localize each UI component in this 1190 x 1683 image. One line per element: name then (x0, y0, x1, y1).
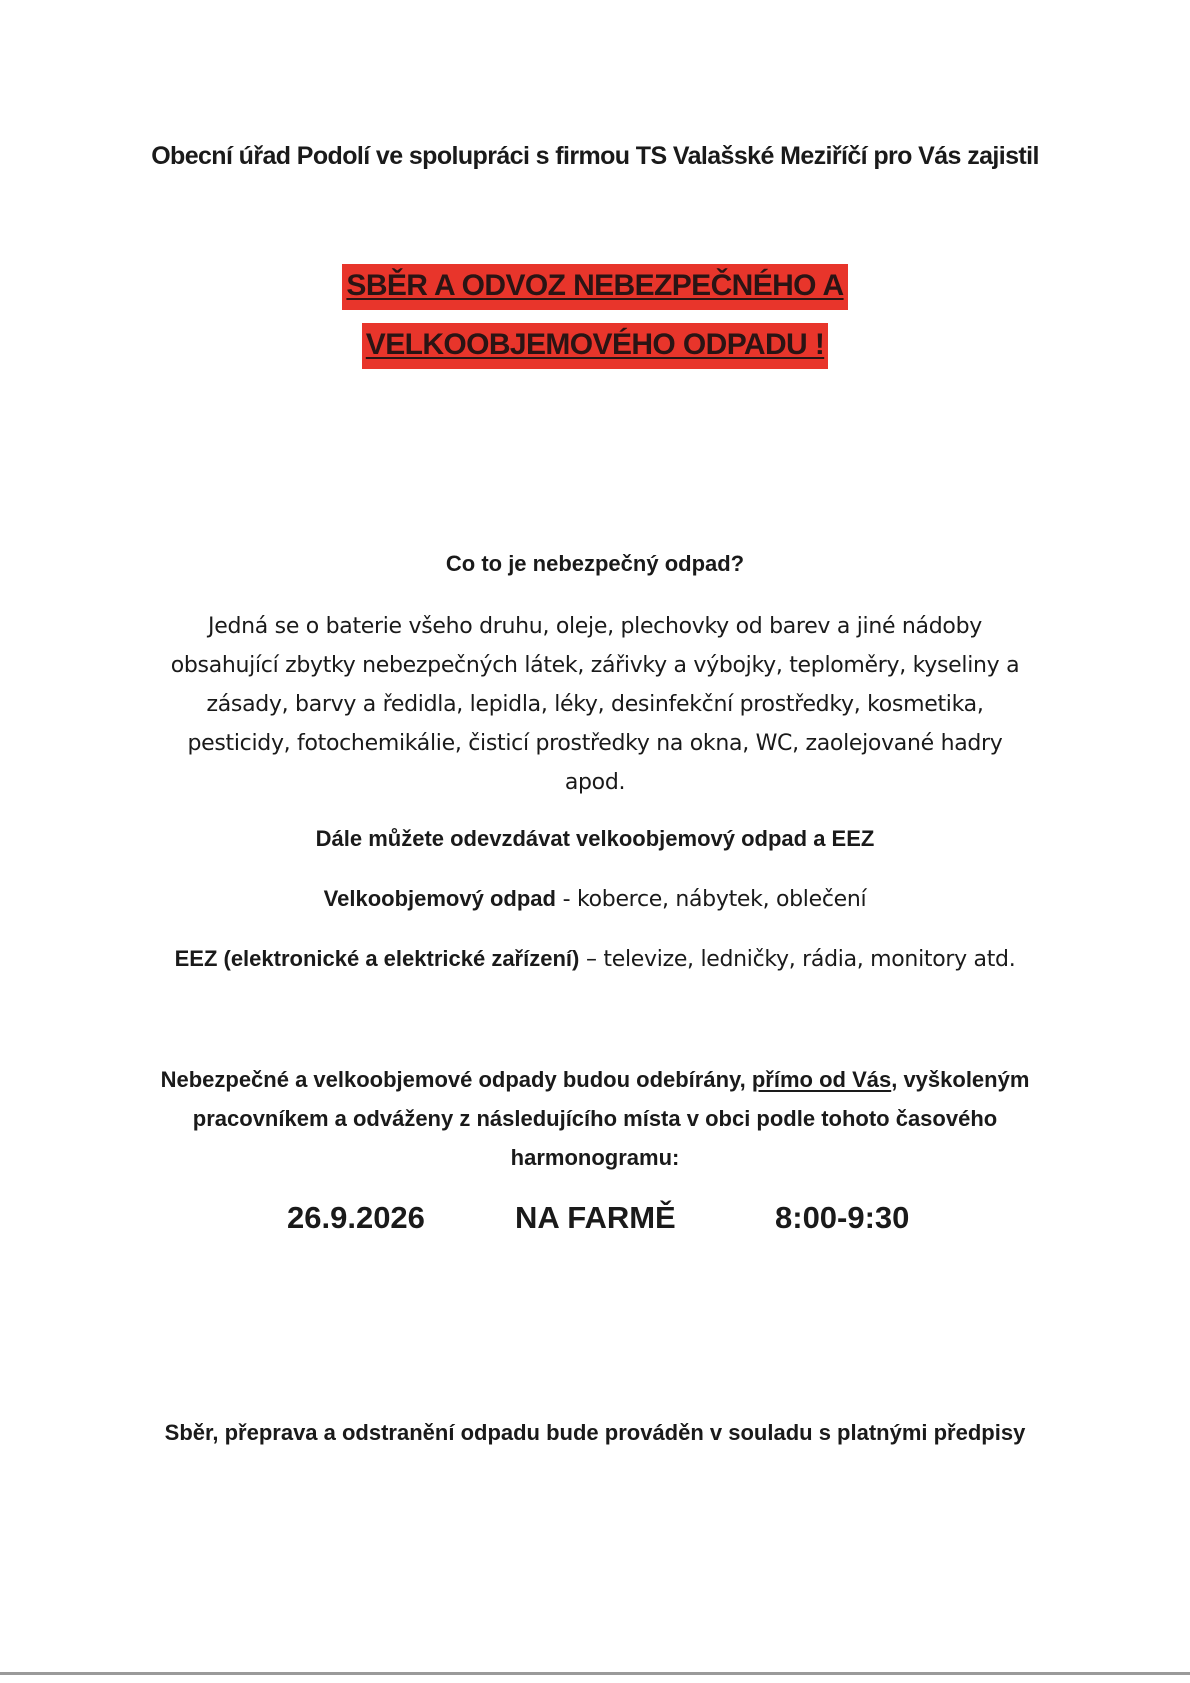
collection-info (160, 1060, 1030, 1177)
collection-underlined: přímo od Vás (751, 1067, 892, 1092)
also-accepted-text: Dále můžete odevzdávat velkoobjemový odpad a EEZ (315, 826, 875, 851)
bulky-waste-label: Velkoobjemový odpad (323, 886, 556, 911)
scan-bottom-edge (0, 1672, 1190, 1675)
schedule-time: 8:00-9:30 (775, 1200, 910, 1235)
bulky-waste-line (0, 886, 1190, 912)
bulky-waste-items: - koberce, nábytek, oblečení (555, 887, 867, 912)
footer-text: Sběr, přeprava a odstranění odpadu bude prováděn v souladu s platnými předpisy (164, 1420, 1026, 1445)
eez-line (0, 946, 1190, 972)
collection-text-after: , vyškoleným pracovníkem a odváženy z následujícího místa v obci podle tohoto časového harmonogramu: (192, 1067, 1030, 1170)
intro-text: Obecní úřad Podolí ve spolupráci s firmou TS Valašské Meziříčí pro Vás zajistil (151, 142, 1039, 170)
collection-text-before: Nebezpečné a velkoobjemové odpady budou odebírány, (160, 1067, 752, 1092)
eez-label: EEZ (elektronické a elektrické zařízení) (174, 946, 580, 971)
headline-highlight-1: SBĚR A ODVOZ NEBEZPEČNÉHO A (342, 264, 847, 310)
eez-items: – televize, ledničky, rádia, monitory atd. (579, 947, 1016, 972)
schedule-place: NA FARMĚ (515, 1200, 676, 1235)
question-heading: Co to je nebezpečný odpad? (445, 551, 745, 576)
schedule-date: 26.9.2026 (287, 1200, 425, 1235)
hazardous-waste-description: Jedná se o baterie všeho druhu, oleje, plechovky od barev a jiné nádoby obsahující zbytky nebezpečných látek, zářivky a výbojky, teploměry, kyseliny a zásady, barvy a ředidla, lepidla, léky, desinfekční prostředky, kosmetika, pesticidy, fotochemikálie, čisticí prostředky na okna, WC, zaolejované hadry apod. (170, 614, 1020, 795)
headline-line-1 (0, 264, 1190, 310)
headline-highlight-2: VELKOOBJEMOVÉHO ODPADU ! (362, 323, 828, 369)
headline-line-2 (0, 323, 1190, 369)
